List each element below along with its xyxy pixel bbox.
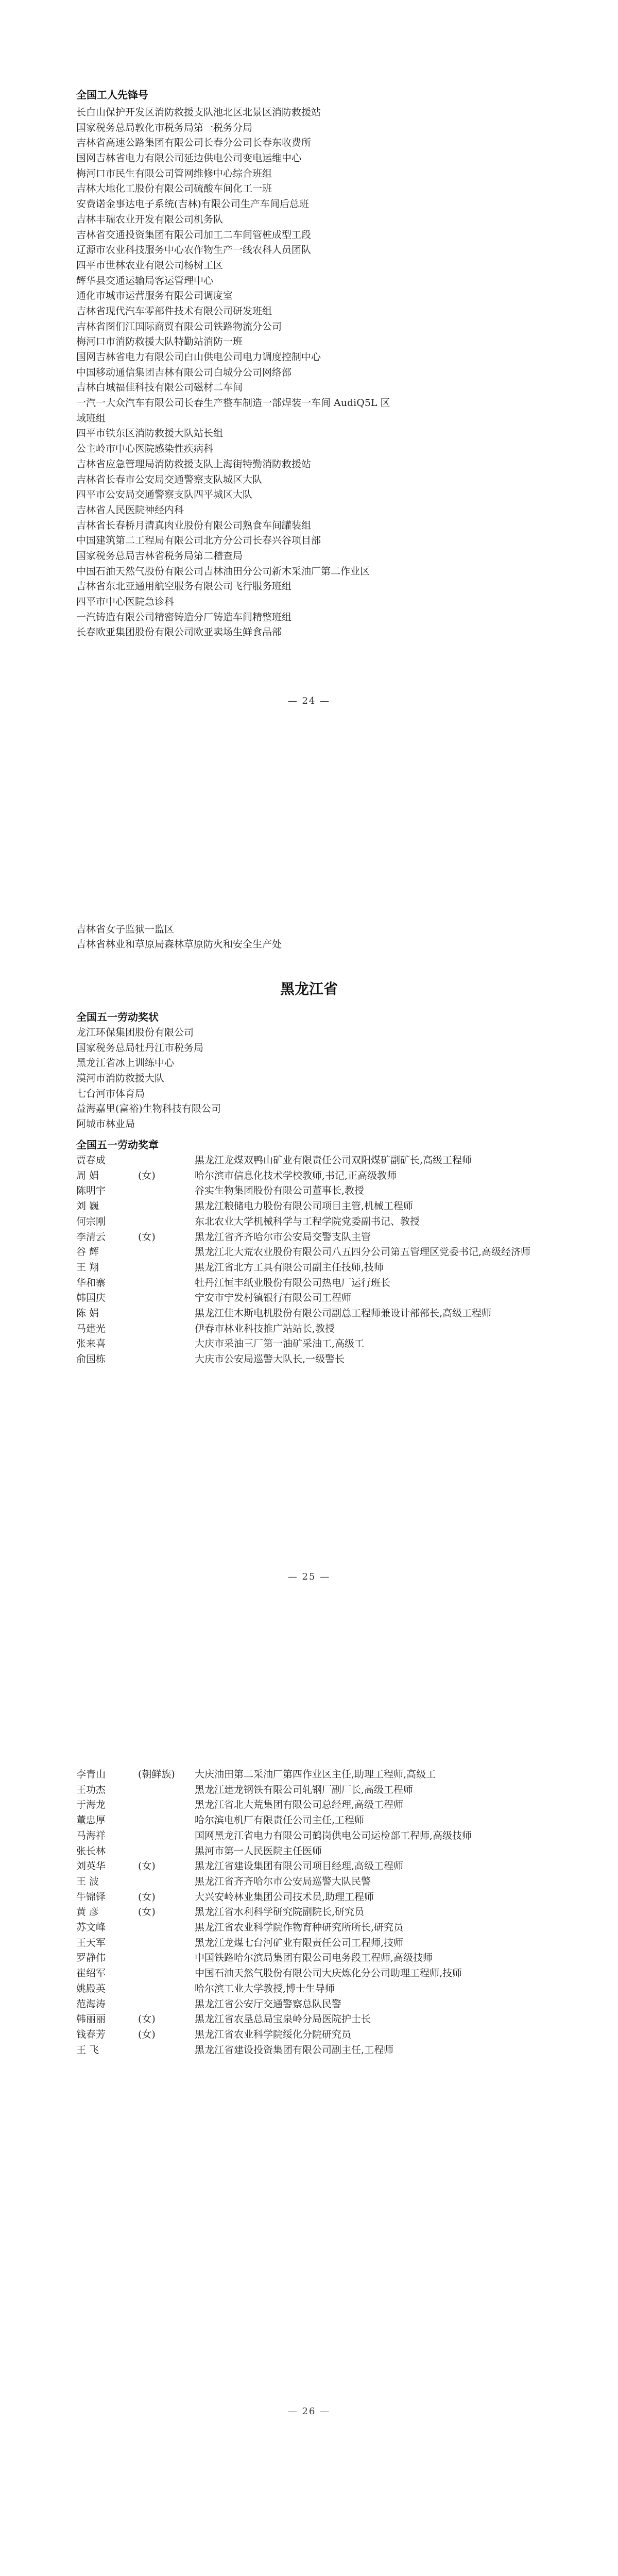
awardee-name: 陈明宇 xyxy=(76,1185,106,1197)
awardee-name: 韩国庆 xyxy=(76,1292,106,1304)
awardee-name: 王 飞 xyxy=(76,2044,99,2056)
list-item: 长白山保护开发区消防救援支队池北区北景区消防救援站 xyxy=(76,107,321,118)
awardee-annotation xyxy=(138,1245,195,1260)
awardee-annotation xyxy=(138,1291,195,1306)
awardee-row xyxy=(76,1153,560,1168)
awardee-row xyxy=(76,1245,560,1260)
awardee-row xyxy=(76,1214,560,1230)
list-item: 梅河口市民生有限公司管网维修中心综合班组 xyxy=(76,167,272,179)
page-number: — 26 — xyxy=(287,2406,331,2417)
awardee-name: 何宗刚 xyxy=(76,1215,106,1227)
description-line: 哈尔滨市信息化技术学校教师,书记,正高级教师 xyxy=(195,1170,397,1181)
awardee-name: 陈 娟 xyxy=(76,1308,99,1319)
description-line: 黑龙江省齐齐哈尔市公安局交警支队主管 xyxy=(195,1231,371,1243)
section-heading-medal: 全国五一劳动奖章 xyxy=(76,1139,159,1151)
awardee-row xyxy=(76,1920,560,1936)
awardee-name: 范海涛 xyxy=(76,1998,106,2010)
awardee-description xyxy=(195,1997,560,2012)
awardee-row xyxy=(76,1168,560,1184)
awardee-row xyxy=(76,2027,560,2043)
awardee-description xyxy=(195,1214,560,1230)
awardee-annotation xyxy=(138,2043,195,2058)
awardee-name: 王 翔 xyxy=(76,1261,99,1273)
list-item: 国网吉林省电力有限公司白山供电公司电力调度控制中心 xyxy=(76,351,321,363)
awardee-table xyxy=(76,1767,560,2058)
awardee-description xyxy=(195,2012,560,2027)
awardee-annotation xyxy=(138,1828,195,1844)
awardee-description xyxy=(195,1245,560,1260)
intro-lines xyxy=(76,922,282,952)
awardee-annotation xyxy=(138,1844,195,1859)
awardee-description xyxy=(195,1874,560,1890)
list-item: 漠河市消防救援大队 xyxy=(76,1073,165,1084)
awardee-annotation: (女) xyxy=(138,1906,156,1918)
awardee-annotation xyxy=(138,1981,195,1997)
awardee-row xyxy=(76,1997,560,2012)
list-item: 吉林省图们江国际商贸有限公司铁路物流分公司 xyxy=(76,320,282,332)
list-item: 吉林大地化工股份有限公司硫酸车间化工一班 xyxy=(76,183,272,195)
intro-line: 吉林省女子监狱一监区 xyxy=(76,924,175,935)
awardee-name: 韩丽丽 xyxy=(76,2013,106,2025)
awardee-description xyxy=(195,1783,560,1798)
awardee-row xyxy=(76,1230,560,1245)
awardee-annotation xyxy=(138,1260,195,1276)
awardee-description xyxy=(195,1859,560,1874)
awardee-description xyxy=(195,1336,560,1352)
awardee-description xyxy=(195,1828,560,1844)
awardee-name: 谷 辉 xyxy=(76,1246,99,1258)
awardee-name: 钱春芳 xyxy=(76,2028,106,2040)
unit-list xyxy=(76,1025,581,1132)
page-25 xyxy=(0,845,618,1690)
awardee-annotation xyxy=(138,1199,195,1214)
awardee-annotation xyxy=(138,1920,195,1936)
awardee-name: 崔绍军 xyxy=(76,1968,106,1979)
awardee-annotation: (女) xyxy=(138,1860,156,1872)
description-line: 哈尔滨工业大学教授,博士生导师 xyxy=(195,1982,335,1994)
list-item: 辉华县交通运输局客运管理中心 xyxy=(76,275,214,286)
description-line: 大庆市采油三厂第一油矿采油工,高级工 xyxy=(195,1338,365,1350)
awardee-description xyxy=(195,1767,560,1783)
awardee-row xyxy=(76,1336,560,1352)
awardee-description xyxy=(195,1890,560,1905)
description-line: 伊春市林业科技推广站站长,教授 xyxy=(195,1323,335,1334)
description-line: 大庆市公安局巡警大队长,一级警长 xyxy=(195,1353,345,1365)
description-line: 黑龙江龙煤双鸭山矿业有限责任公司双阳煤矿副矿长,高级工程师 xyxy=(195,1155,472,1166)
list-item: 吉林省现代汽车零部件技术有限公司研发班组 xyxy=(76,305,272,317)
awardee-description xyxy=(195,1321,560,1337)
awardee-description xyxy=(195,1183,560,1199)
description-line: 黑龙江省农垦总局宝泉岭分局医院护士长 xyxy=(195,2013,371,2025)
description-line: 黑龙江省建设集团有限公司项目经理,高级工程师 xyxy=(195,1860,404,1872)
list-item: 四平市中心医院急诊科 xyxy=(76,596,175,607)
page-number: — 24 — xyxy=(287,696,331,706)
awardee-row xyxy=(76,1352,560,1367)
awardee-name: 王天军 xyxy=(76,1937,106,1948)
list-item: 国家税务总局敦化市税务局第一税务分局 xyxy=(76,122,253,133)
awardee-description xyxy=(195,1798,560,1813)
awardee-annotation xyxy=(138,1183,195,1199)
awardee-name: 张来喜 xyxy=(76,1338,106,1350)
description-line: 黑龙江建龙钢铁有限公司轧钢厂副厂长,高级工程师 xyxy=(195,1784,414,1795)
awardee-row xyxy=(76,1291,560,1306)
awardee-name: 张长林 xyxy=(76,1845,106,1857)
awardee-row xyxy=(76,1321,560,1337)
description-line: 黑龙江省建设投资集团有限公司副主任,工程师 xyxy=(195,2044,394,2056)
list-item: 七台河市体育局 xyxy=(76,1088,145,1099)
awardee-row xyxy=(76,1260,560,1276)
list-item: 辽源市农业科技服务中心农作物生产一线农科人员团队 xyxy=(76,244,312,256)
awardee-description xyxy=(195,1260,560,1276)
list-item: 阿城市林业局 xyxy=(76,1118,135,1130)
awardee-description xyxy=(195,1352,560,1367)
awardee-name: 黄 彦 xyxy=(76,1906,99,1918)
description-line: 黑龙江省农业科学院作物育种研究所所长,研究员 xyxy=(195,1922,404,1934)
awardee-name: 李青山 xyxy=(76,1769,106,1780)
description-line: 黑龙江龙煤七台河矿业有限责任公司工程师,技师 xyxy=(195,1937,404,1948)
awardee-annotation xyxy=(138,1153,195,1168)
awardee-annotation: (女) xyxy=(138,2028,156,2040)
awardee-table xyxy=(76,1153,560,1367)
awardee-name: 姚殿英 xyxy=(76,1982,106,1994)
list-item: 吉林省长春桥月清真肉业股份有限公司熟食车间罐装组 xyxy=(76,519,312,531)
description-line: 牡丹江恒丰纸业股份有限公司热电厂运行班长 xyxy=(195,1277,391,1289)
awardee-name: 王功杰 xyxy=(76,1784,106,1795)
awardee-name: 俞国栋 xyxy=(76,1353,106,1365)
awardee-description xyxy=(195,2043,560,2058)
awardee-row xyxy=(76,1905,560,1920)
awardee-name: 李清云 xyxy=(76,1231,106,1243)
description-line: 黑龙江省齐齐哈尔市公安局巡警大队民警 xyxy=(195,1875,371,1887)
list-item: 四平市公安局交通警察支队四平城区大队 xyxy=(76,489,253,501)
section-heading: 全国工人先锋号 xyxy=(76,89,148,101)
awardee-description xyxy=(195,2027,560,2043)
description-line: 黑龙江佳木斯电机股份有限公司副总工程师兼设计部部长,高级工程师 xyxy=(195,1308,492,1319)
awardee-annotation xyxy=(138,1276,195,1291)
awardee-row xyxy=(76,1966,560,1981)
list-item: 一汽铸造有限公司精密铸造分厂铸造车间精整班组 xyxy=(76,611,292,623)
awardee-description xyxy=(195,1230,560,1245)
awardee-row xyxy=(76,1981,560,1997)
list-item: 吉林省长春市公安局交通警察支队城区大队 xyxy=(76,473,263,485)
description-line: 黑龙江北大荒农业股份有限公司八五四分公司第五管理区党委书记,高级经济师 xyxy=(195,1246,531,1258)
awardee-row xyxy=(76,1783,560,1798)
awardee-annotation xyxy=(138,1214,195,1230)
description-line: 哈尔滨电机厂有限责任公司主任,工程师 xyxy=(195,1815,365,1826)
list-item: 国家税务总局吉林省税务局第二稽查局 xyxy=(76,550,243,562)
awardee-row xyxy=(76,1276,560,1291)
awardee-name: 王 波 xyxy=(76,1875,99,1887)
awardee-name: 贾春成 xyxy=(76,1155,106,1166)
awardee-description xyxy=(195,1920,560,1936)
awardee-annotation xyxy=(138,1306,195,1321)
awardee-description xyxy=(195,1291,560,1306)
page-number: — 25 — xyxy=(287,1571,331,1582)
list-item: 龙江环保集团股份有限公司 xyxy=(76,1027,194,1038)
awardee-annotation xyxy=(138,1336,195,1352)
list-item: 四平市世林农业有限公司杨树工区 xyxy=(76,259,224,271)
awardee-row xyxy=(76,1306,560,1321)
list-item: 域班组 xyxy=(76,412,106,424)
awardee-row xyxy=(76,1767,560,1783)
awardee-annotation: (女) xyxy=(138,2013,156,2025)
list-item: 中国移动通信集团吉林有限公司白城分公司网络部 xyxy=(76,366,292,378)
description-line: 黑龙江省北大荒集团有限公司总经理,高级工程师 xyxy=(195,1799,404,1811)
awardee-row xyxy=(76,1183,560,1199)
awardee-name: 罗静伟 xyxy=(76,1952,106,1964)
page-27 xyxy=(0,2535,618,2576)
awardee-row xyxy=(76,2012,560,2027)
awardee-name: 马海祥 xyxy=(76,1829,106,1841)
awardee-row xyxy=(76,1813,560,1828)
section-heading-award-plaque: 全国五一劳动奖状 xyxy=(76,1011,159,1023)
description-line: 黑龙江粮储电力股份有限公司项目主管,机械工程师 xyxy=(195,1200,414,1212)
awardee-annotation xyxy=(138,1352,195,1367)
list-item: 公主岭市中心医院感染性疾病科 xyxy=(76,443,214,455)
awardee-name: 苏文峰 xyxy=(76,1922,106,1934)
list-item: 中国石油天然气股份有限公司吉林油田分公司新木采油厂第二作业区 xyxy=(76,565,370,577)
awardee-annotation xyxy=(138,1874,195,1890)
list-item: 吉林丰瑞农业开发有限公司机务队 xyxy=(76,213,224,225)
description-line: 国网黑龙江省电力有限公司鹤岗供电公司运检部工程师,高级技师 xyxy=(195,1829,472,1841)
awardee-description xyxy=(195,1981,560,1997)
awardee-annotation: (朝鲜族) xyxy=(138,1769,175,1780)
awardee-description xyxy=(195,1966,560,1981)
list-item: 梅河口市消防救援大队特勤站消防一班 xyxy=(76,336,243,348)
unit-list xyxy=(76,105,581,640)
awardee-row xyxy=(76,1859,560,1874)
awardee-row xyxy=(76,1874,560,1890)
page-26 xyxy=(0,1690,618,2535)
description-line: 中国铁路哈尔滨局集团有限公司电务段工程师,高级技师 xyxy=(195,1952,433,1964)
list-item: 国家税务总局牡丹江市税务局 xyxy=(76,1042,204,1054)
list-item: 吉林省交通投资集团有限公司加工二车间管桩成型工段 xyxy=(76,229,312,241)
list-item: 国网吉林省电力有限公司延边供电公司变电运维中心 xyxy=(76,152,302,164)
list-item: 长春欧亚集团股份有限公司欧亚卖场生鲜食品部 xyxy=(76,626,282,638)
page-24 xyxy=(0,0,618,845)
description-line: 黑龙江省公安厅交通警察总队民警 xyxy=(195,1998,342,2010)
awardee-name: 马建光 xyxy=(76,1323,106,1334)
description-line: 东北农业大学机械科学与工程学院党委副书记、教授 xyxy=(195,1215,420,1227)
description-line: 中国石油天然气股份有限公司大庆炼化分公司助理工程师,技师 xyxy=(195,1968,462,1979)
list-item: 益海嘉里(富裕)生物科技有限公司 xyxy=(76,1103,221,1115)
description-line: 大兴安岭林业集团公司技术员,助理工程师 xyxy=(195,1891,374,1903)
awardee-description xyxy=(195,1276,560,1291)
awardee-name: 周 娟 xyxy=(76,1170,99,1181)
description-line: 黑龙江省农业科学院绥化分院研究员 xyxy=(195,2028,352,2040)
intro-line: 吉林省林业和草原局森林草原防火和安全生产处 xyxy=(76,939,282,950)
list-item: 通化市城市运营服务有限公司调度室 xyxy=(76,290,233,302)
list-item: 吉林白城福佳科技有限公司磁材二车间 xyxy=(76,382,243,394)
description-line: 黑龙江省北方工具有限公司副主任技师,技师 xyxy=(195,1261,384,1273)
awardee-description xyxy=(195,1306,560,1321)
list-item: 吉林省高速公路集团有限公司长春分公司长春东收费所 xyxy=(76,137,312,149)
awardee-row xyxy=(76,2043,560,2058)
description-line: 宁安市宁发村镇银行有限公司工程师 xyxy=(195,1292,352,1304)
awardee-description xyxy=(195,1199,560,1214)
awardee-annotation xyxy=(138,1966,195,1981)
list-item: 一汽一大众汽车有限公司长春生产整车制造一部焊装一车间 AudiQ5L 区 xyxy=(76,397,390,409)
awardee-description xyxy=(195,1168,560,1184)
awardee-description xyxy=(195,1951,560,1966)
awardee-name: 董忠厚 xyxy=(76,1815,106,1826)
awardee-name: 于海龙 xyxy=(76,1799,106,1811)
description-line: 黑河市第一人民医院主任医师 xyxy=(195,1845,322,1857)
province-title: 黑龙江省 xyxy=(280,980,338,997)
awardee-annotation xyxy=(138,1321,195,1337)
awardee-name: 牛锦铎 xyxy=(76,1891,106,1903)
awardee-description xyxy=(195,1813,560,1828)
list-item: 吉林省人民医院神经内科 xyxy=(76,504,184,516)
list-item: 吉林省东北亚通用航空服务有限公司飞行服务班组 xyxy=(76,581,292,592)
awardee-row xyxy=(76,1828,560,1844)
awardee-row xyxy=(76,1951,560,1966)
awardee-annotation xyxy=(138,1798,195,1813)
description-line: 大庆油田第二采油厂第四作业区主任,助理工程师,高级工 xyxy=(195,1769,436,1780)
awardee-row xyxy=(76,1844,560,1859)
awardee-name: 华和寨 xyxy=(76,1277,106,1289)
awardee-row xyxy=(76,1890,560,1905)
awardee-name: 刘 巍 xyxy=(76,1200,99,1212)
awardee-row xyxy=(76,1936,560,1951)
awardee-description xyxy=(195,1844,560,1859)
awardee-description xyxy=(195,1905,560,1920)
awardee-row xyxy=(76,1798,560,1813)
awardee-annotation: (女) xyxy=(138,1170,156,1181)
awardee-annotation xyxy=(138,1813,195,1828)
awardee-description xyxy=(195,1153,560,1168)
list-item: 四平市铁东区消防救援大队站长组 xyxy=(76,428,224,439)
description-line: 谷实生物集团股份有限公司董事长,教授 xyxy=(195,1185,365,1197)
awardee-annotation xyxy=(138,1997,195,2012)
list-item: 安费诺金事达电子系统(吉林)有限公司生产车间后总班 xyxy=(76,198,309,210)
awardee-description xyxy=(195,1936,560,1951)
list-item: 吉林省应急管理局消防救援支队上海街特勤消防救援站 xyxy=(76,458,312,470)
awardee-name: 刘英华 xyxy=(76,1860,106,1872)
list-item: 中国建筑第二工程局有限公司北方分公司长春兴谷项目部 xyxy=(76,535,321,547)
awardee-annotation xyxy=(138,1936,195,1951)
awardee-annotation: (女) xyxy=(138,1891,156,1903)
description-line: 黑龙江省水利科学研究院副院长,研究员 xyxy=(195,1906,365,1918)
list-item: 黑龙江省冰上训练中心 xyxy=(76,1057,175,1069)
awardee-row xyxy=(76,1199,560,1214)
awardee-annotation: (女) xyxy=(138,1231,156,1243)
awardee-annotation xyxy=(138,1783,195,1798)
awardee-annotation xyxy=(138,1951,195,1966)
